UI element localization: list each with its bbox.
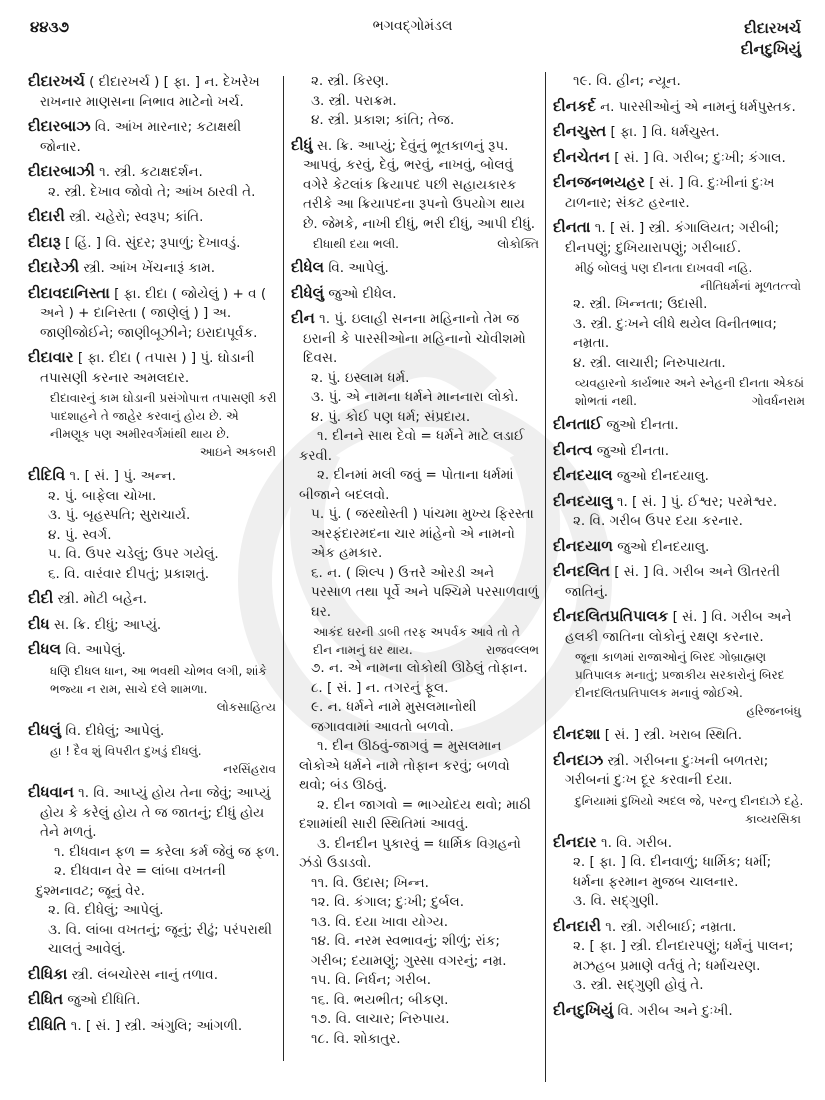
definition-text: જુઓ દીધિતિ. [67, 992, 141, 1008]
definition-text: ૬. ન. ( શિલ્પ ) ઉત્તરે ઓરડી અને પરસાળ તથા પૂર્વે અને પશ્ચિમે પરસાળવાળું ઘર. [311, 564, 539, 620]
definition-text: જુઓ દીધેલ. [328, 285, 397, 302]
entry-sense [36, 183, 280, 203]
quote-source: લોકોક્તિ [497, 237, 539, 251]
entry-sense [561, 892, 805, 912]
column-right [553, 72, 805, 1021]
definition-text: ૧. વિ. ગરીબ. [600, 834, 673, 851]
definition-text: જુઓ દીનદયાલુ. [617, 538, 710, 555]
dictionary-entry [553, 562, 805, 602]
dictionary-entry [553, 415, 805, 436]
headword: દીધિત [28, 990, 64, 1008]
definition-text: ૧. દીધવાન ફળ = કરેલા કર્મ જેવું જ ફળ. [54, 843, 280, 860]
definition-text: [ સં. ] વિ. ગરીબ; દુઃખી; કંગાલ. [614, 149, 786, 166]
page-number: ૪૪૩૭ [30, 18, 70, 36]
entry-sense [36, 487, 280, 507]
definition-text: ૧૬. વિ. ભયભીત; બીકણ. [311, 991, 449, 1008]
headword: દીધિતિ [28, 1015, 67, 1034]
definition-text: ૨. સ્ત્રી. ખિન્નતા; ઉદાસી. [573, 296, 708, 312]
dictionary-entry [553, 751, 805, 791]
definition-text: ૨. વિ. દીધેલું; આપેલું. [48, 902, 164, 918]
entry-sense [299, 505, 539, 564]
headword: દીધવાન [28, 783, 74, 801]
example-quote [553, 259, 805, 277]
entry-sense [561, 512, 805, 532]
entry-sense [561, 976, 805, 996]
entry-sense [299, 408, 539, 428]
definition-text: ૨. સ્ત્રી. કિરણ. [311, 73, 389, 89]
dictionary-entry [291, 284, 539, 305]
entry-sense [299, 991, 539, 1011]
definition-text: ૧૫. વિ. નિર્ધન; ગરીબ. [311, 972, 432, 988]
column-left [28, 72, 280, 1036]
entry-sense [36, 921, 280, 960]
headword: દીનદયાળ [553, 536, 613, 555]
headword: દીધિકા [28, 964, 68, 983]
definition-text: ૧. પું. ઇલાહી સનના મહિનાનો તેમ જ ઇરાની કે પારસીઓના મહિનાનો ચોવીશમો દિવસ. [303, 311, 526, 366]
headword: દીદારબાઝી [28, 162, 95, 180]
definition-text: [ સં. ] વિ. ગરીબ અને ઊતરતી જાતિનું. [565, 564, 781, 600]
entry-sense [299, 893, 539, 913]
dictionary-entry [28, 615, 280, 636]
headword: દીધલ [28, 640, 62, 658]
definition-text: ૧. સ્ત્રી. કટાક્ષદર્શન. [99, 164, 203, 180]
dictionary-entry [28, 117, 280, 157]
entry-sense [299, 92, 539, 112]
definition-text: ૧૪. વિ. નરમ સ્વભાવનું; શીળું; રાંક; ગરીબ; દયામણું; ગુસ્સા વગરનું; નમ્ર. [311, 933, 507, 969]
quote-source: ગોવર્ધનરામ [752, 394, 805, 408]
headword: દીદારી [28, 207, 65, 225]
definition-text: ૯. ન. ધર્મને નામે મુસલમાનોથી જગાવવામાં આવતો બળવો. [311, 699, 477, 735]
definition-text: સ્ત્રી. ચહેરો; સ્વરૂપ; કાંતિ. [69, 209, 204, 225]
dictionary-entry [28, 348, 280, 388]
definition-text: ૩. સ્ત્રી. સદ્ગુણી હોવું તે. [573, 977, 704, 993]
definition-text: સ. ક્રિ. આપ્યું; દેવુંનું ભૂતકાળનું રૂપ. આપવું, કરવું, દેવું, ભરવું, નાખવું, બોલવું વગેરે કેટલાંક ક્રિયાપદ પછી સહાયકારક તરીકે આ ક્રિયાપદના રૂપનો ઉપયોગ થાય છે. જેમકે, નાખી દીધું, ભરી દીધું, આપી દીધું. [303, 137, 536, 232]
dictionary-entry [553, 833, 805, 854]
definition-text: ૨. દીધવાન વેર = લાંબા વખતની દુશ્મનાવટ; જૂનું વેર. [36, 863, 226, 899]
column-divider [283, 76, 284, 1061]
headword: દીનતા [553, 218, 591, 236]
entry-sense [36, 545, 280, 565]
dictionary-entry [291, 136, 539, 235]
headword: દીધલું [28, 720, 62, 739]
definition-text: ૧૮. વિ. શોકાતુર. [311, 1030, 401, 1047]
dictionary-entry [553, 607, 805, 647]
definition-text: ૧. [ સં. ] સ્ત્રી. કંગાલિયત; ગરીબી; દીનપણું; દુખિયારાપણું; ગરીબાઈ. [565, 220, 780, 256]
entry-sense [36, 901, 280, 921]
entry-sense [36, 506, 280, 526]
headword: દીનદશા [553, 725, 601, 743]
dictionary-entry [28, 640, 280, 661]
entry-sense [561, 295, 805, 315]
book-title: ભગવદ્ગોમંડલ [372, 18, 453, 34]
definition-text: ૨. દીનમાં મલી જવું = પોતાના ધર્મમાં બીજાને બદલવો. [299, 467, 514, 503]
headword: દીધેલ [291, 258, 325, 276]
definition-text: ૩. પું. એ નામના ધર્મને માનનારા લોકો. [311, 389, 519, 405]
entry-sense [36, 565, 280, 585]
example-quote [553, 648, 805, 702]
entry-sense [299, 1030, 539, 1050]
definition-text: ૩. સ્ત્રી. પરાક્રમ. [311, 92, 397, 109]
example-quote [28, 389, 280, 443]
definition-text: [ હિં. ] વિ. સુંદર; રૂપાળું; દેખાવડું. [65, 234, 241, 251]
idiom-sense [28, 862, 280, 901]
guide-word-last: દીનદુખિયું [740, 40, 801, 58]
entry-sense [299, 369, 539, 389]
definition-text: ૨. સ્ત્રી. દેખાવ જોવો તે; આંખ ઠારવી તે. [48, 183, 256, 200]
definition-text: ૨. પું. બાફેલા ચોખા. [48, 487, 157, 504]
headword: દીનદયાલુ [553, 491, 613, 510]
dictionary-entry [553, 218, 805, 258]
definition-text: [ સં. ] સ્ત્રી. ખરાબ સ્થિતિ. [604, 727, 743, 743]
definition-text: ૨. [ ફા. ] વિ. દીનવાળું; ધાર્મિક; ધર્મી; ધર્મના ફરમાન મુજબ ચાલનાર. [573, 854, 772, 890]
source-name: કાવ્યરસિકા [745, 811, 801, 826]
headword: દીનદયાલ [553, 466, 613, 484]
headword: દીદિવિ [28, 466, 66, 484]
entry-sense [36, 526, 280, 546]
example-quote [291, 623, 539, 659]
dictionary-entry [553, 466, 805, 487]
dictionary-entry [28, 284, 280, 344]
definition-text: [ ફા. દીદા ( જોયેલું ) + વ ( અને ) + દાનિસ્તા ( જાણેલું ) ] અ. જાણીજોઈને; જાણીબૂઝીને; ઇરાદાપૂર્વક. [40, 285, 267, 341]
dictionary-entry [553, 1001, 805, 1022]
definition-text: વિ. આપેલું. [65, 642, 126, 658]
column-divider [545, 72, 546, 1082]
guide-word-first: દીદારખર્ચ [744, 19, 801, 37]
headword: દીદારૂ [28, 232, 61, 251]
definition-text: સ્ત્રી. લંબચોરસ નાનું તળાવ. [71, 966, 219, 983]
definition-text: ૫. વિ. ઉપર ચડેલું; ઉપર ગયેલું. [48, 546, 219, 562]
definition-text: [ સં. ] વિ. ગરીબ અને હલકી જાતિના લોકોનું રક્ષણ કરનાર. [565, 609, 792, 645]
guide-words [741, 18, 801, 60]
definition-text: આકંદ ઘરની ડાબી તરફ અપર્વક આવે તો તે દીન નામનું ઘર થાય. [313, 625, 520, 657]
definition-text: ૪. પું. સ્વર્ગ. [48, 526, 112, 543]
dictionary-entry [553, 725, 805, 746]
definition-text: વિ. દીધેલું; આપેલું. [65, 722, 165, 739]
headword: દીનદલિત [553, 562, 610, 580]
definition-text: ૭. ન. એ નામના લોકોથી ઊઠેલું તોફાન. [311, 660, 528, 676]
definition-text: જુઓ દીનતા. [606, 417, 679, 433]
definition-text: હા ! દૈવ શું વિપરીત દુખડું દીધલું. [50, 744, 202, 758]
headword: દીનકર્દ [553, 96, 596, 115]
entry-sense [561, 937, 805, 976]
idiom-sense [291, 796, 539, 835]
headword: દીદારેઝી [28, 258, 80, 276]
idiom-sense [291, 427, 539, 466]
dictionary-entry [553, 173, 805, 213]
source-name: હરિજનબંધુ [746, 704, 801, 718]
definition-text: ( દીદારખર્ચ ) [ ફા. ] ન. દેખરેખ રાખનાર માણસના નિભાવ માટેનો ખર્ચ. [40, 74, 260, 110]
entry-sense [299, 111, 539, 131]
headword: દીનદારી [553, 916, 601, 935]
entry-sense [299, 971, 539, 991]
headword: દીનતાઈ [553, 415, 603, 433]
dictionary-entry [28, 721, 280, 742]
dictionary-entry [553, 148, 805, 169]
idiom-sense [291, 835, 539, 874]
dictionary-entry [28, 233, 280, 254]
headword: દીનજનભયહર [553, 173, 645, 191]
dictionary-entry [28, 466, 280, 487]
definition-text: દીદાવારનું કામ ઘોડાની પ્રસંગોપાત્ત તપાસણી કરી પાદશાહને તે જાહેર કરવાનું હોય છે. એ નીમણૂક પણ અમીરવર્ગમાંથી થાય છે. [50, 391, 277, 441]
headword: દીનદાર [553, 832, 597, 851]
definition-text: ૩. વિ. લાંબા વખતનું; જૂનું; રીઢું; પરંપરાથી ચાલતું આવેલું. [48, 921, 272, 957]
definition-text: [ ફા. ] વિ. ધર્મચુસ્ત. [610, 124, 720, 140]
entry-sense [299, 698, 539, 737]
idiom-sense [291, 466, 539, 505]
dictionary-entry [553, 492, 805, 513]
definition-text: ૩. વિ. સદ્ગુણી. [573, 893, 659, 909]
dictionary-entry [28, 783, 280, 843]
dictionary-entry [28, 965, 280, 986]
definition-text: દુનિયામાં દુખિયો અદલ જે, પરન્તુ દીનદાઝે દહે. [575, 793, 804, 808]
definition-text: વિ. આંખ મારનાર; કટાક્ષથી જોનાર. [40, 119, 242, 155]
dictionary-entry [291, 258, 539, 279]
source-name: નરસિંહરાવ [223, 762, 276, 776]
example-quote [553, 792, 805, 810]
definition-text: ૪. પું. કોઈ પણ ધર્મ; સંપ્રદાય. [311, 408, 471, 425]
dictionary-entry [28, 162, 280, 183]
example-quote [28, 662, 280, 698]
definition-text: ૧૭. વિ. લાચાર; નિરુપાય. [311, 1011, 450, 1027]
headword: દીદી [28, 589, 54, 607]
definition-text: [ સં. ] વિ. દુઃખીનાં દુઃખ ટાળનાર; સંકટ હરનાર. [565, 175, 775, 211]
dictionary-entry [28, 589, 280, 610]
definition-text: ૧. સ્ત્રી. ગરીબાઈ; નમ્રતા. [605, 918, 737, 935]
headword: દીધું [291, 135, 313, 154]
entry-sense [299, 913, 539, 933]
definition-text: ૧. [ સં. ] પું. અન્ન. [69, 468, 177, 484]
headword: દીન [291, 309, 315, 327]
definition-text: ૧૧. વિ. ઉદાસ; ખિન્ન. [311, 874, 429, 891]
headword: દીદાવદાનિસ્તા [28, 283, 110, 302]
definition-text: ૨. પું. ઇસ્લામ ધર્મ. [311, 369, 410, 386]
example-quote [28, 742, 280, 760]
quote-source [553, 277, 805, 295]
entry-sense [299, 72, 539, 92]
dictionary-entry [553, 917, 805, 938]
definition-text: ૬. વિ. વારંવાર દીપતું; પ્રકાશતું. [48, 565, 210, 582]
definition-text: ૨. દીન જાગવો = ભાગ્યોદય થવો; માઠી દશામાંથી સારી સ્થિતિમાં આવવું. [299, 796, 531, 832]
quote-source: રાજવલ્લભ [486, 643, 539, 657]
quote-source [28, 698, 280, 716]
definition-text: જુઓ દીનતા. [596, 442, 670, 459]
definition-text: વ્યવહારનો કાર્યભાર અને સ્નેહની દીનતા એકઠાં શોભતાં નથી. [575, 376, 805, 408]
definition-text: સ્ત્રી. ગરીબના દુઃખની બળતરા; ગરીબનાં દુઃખ દૂર કરવાની દયા. [565, 752, 769, 788]
quote-source [28, 760, 280, 778]
definition-text: ૨. [ ફા. ] સ્ત્રી. દીનદારપણું; ધર્મનું પાલન; મઝહબ પ્રમાણે વર્તવું તે; ધર્માચરણ. [573, 938, 794, 974]
headword: દીનદુખિયું [553, 1000, 614, 1019]
example-quote [291, 235, 539, 253]
definition-text: ૩. દીનદીન પુકારવું = ધાર્મિક વિગ્રહનો ઝંડો ઉડાડવો. [299, 835, 521, 871]
dictionary-entry [553, 441, 805, 462]
idiom-sense [28, 843, 280, 863]
entry-sense [299, 874, 539, 894]
entry-sense [299, 564, 539, 623]
quote-source [553, 702, 805, 720]
headword: દીધ [28, 614, 50, 633]
definition-text: ૩. સ્ત્રી. દુઃખને લીધે થયેલ વિનીતભાવ; નમ્રતા. [573, 315, 777, 351]
headword: દીધેલું [291, 283, 325, 302]
headword: દીનદલિતપ્રતિપાલક [553, 607, 669, 625]
dictionary-entry [553, 97, 805, 118]
headword: દીદાવાર [28, 348, 74, 366]
headword: દીનચેતન [553, 147, 610, 166]
dictionary-entry [291, 309, 539, 369]
definition-text: મીઠું બોલવું પણ દીનતા દાખવવી નહિ. [575, 261, 753, 275]
source-name: આઇને અકબરી [199, 445, 276, 459]
entry-sense [561, 72, 805, 92]
entry-sense [299, 659, 539, 679]
dictionary-entry [553, 122, 805, 143]
entry-sense [561, 315, 805, 354]
definition-text: ૧. દીનને સાથ દેવો = ધર્મને માટે લડાઈ કરવી. [299, 428, 525, 464]
definition-text: ૧. દીન ઊઠવું-જાગવું = મુસલમાન લોકોએ ધર્મને નામે તોફાન કરવું; બળવો થવો; બંડ ઊઠવું. [299, 738, 510, 793]
headword: દીદારબાઝ [28, 117, 91, 135]
headword: દીનદાઝ [553, 750, 604, 769]
definition-text: ૫. પું. ( જરથોસ્તી ) પાંચમા મુખ્ય ફિરસ્તા અરફંદારમદના ચાર માંહેનો એ નામનો એક હમકાર. [311, 506, 534, 561]
definition-text: જૂના કાળમાં રાજાઓનું બિરદ ગોબ્રાહ્મણ પ્રતિપાલક મનાતું; પ્રજાકીય સરકારોનું બિરદ દીનદલિતપ્રતિપાલક મનાવું જોઈએ. [575, 650, 785, 700]
definition-text: ૧૨. વિ. કંગાલ; દુઃખી; દુર્બલ. [311, 894, 465, 910]
example-quote [553, 374, 805, 410]
dictionary-entry [28, 990, 280, 1011]
headword: દીનત્વ [553, 440, 593, 459]
definition-text: ૪. સ્ત્રી. લાચારી; નિરુપાયતા. [573, 354, 726, 371]
definition-text: સ. ક્રિ. દીધું; આપ્યું. [53, 616, 162, 633]
definition-text: ૧. વિ. આપ્યું હોય તેના જેવું; આપ્યું હોય કે કરેલું હોય તે જ જાતનું; દીધું હોય તેને મળતું. [40, 785, 271, 840]
entry-sense [561, 354, 805, 374]
definition-text: સ્ત્રી. મોટી બહેન. [57, 591, 148, 607]
entry-sense [299, 932, 539, 971]
quote-source [553, 810, 805, 828]
headword: દીદારખર્ચ [28, 72, 85, 90]
entry-sense [561, 853, 805, 892]
definition-text: ૧૯. વિ. હીન; ન્યૂન. [573, 73, 681, 89]
column-middle [291, 72, 539, 1049]
source-name: નીતિધર્મનાં મૂળતત્ત્વો [700, 279, 801, 293]
definition-text: જુઓ દીનદયાલુ. [616, 468, 709, 484]
definition-text: ૩. પું. બૃહસ્પતિ; સુરાચાર્ય. [48, 507, 191, 523]
headword: દીનચુસ્ત [553, 122, 607, 140]
definition-text: ૧. [ સં. ] પું. ઈશ્વર; પરમેશ્વર. [616, 493, 778, 510]
dictionary-entry [28, 1016, 280, 1037]
definition-text: ન. પારસીઓનું એ નામનું ધર્મપુસ્તક. [600, 98, 796, 115]
definition-text: ૮. [ સં. ] ન. તગરનું ફૂલ. [311, 679, 449, 696]
definition-text: વિ. ગરીબ અને દુઃખી. [617, 1002, 733, 1019]
source-name: લોકસાહિત્ય [216, 699, 276, 714]
dictionary-entry [28, 207, 280, 228]
definition-text: સ્ત્રી. આંખ ખેંચનારૂં કામ. [83, 260, 216, 276]
definition-text: દીધાથી દયા ભલી. [313, 237, 399, 251]
definition-text: વિ. આપેલું. [328, 260, 389, 276]
quote-source [28, 443, 280, 461]
entry-sense [299, 679, 539, 699]
definition-text: ૨. વિ. ગરીબ ઉપર દયા કરનાર. [573, 513, 743, 529]
definition-text: ૪. સ્ત્રી. પ્રકાશ; કાંતિ; તેજ. [311, 112, 455, 128]
dictionary-entry [28, 72, 280, 112]
entry-sense [299, 1010, 539, 1030]
definition-text: ૧. [ સં. ] સ્ત્રી. અંગુલિ; આંગળી. [70, 1017, 243, 1034]
definition-text: ધણિ દીધલ ધાન, આ ભવથી ચોભવ લગી, શાંકે ભજ્યા ન રામ, સાચે દલે શામળા. [50, 663, 267, 696]
definition-text: ૧૩. વિ. દયા ખાવા યોગ્ય. [311, 913, 449, 930]
definition-text: [ ફા. દીદા ( તપાસ ) ] પું. ઘોડાની તપાસણી કરનાર અમલદાર. [40, 350, 255, 386]
idiom-sense [291, 737, 539, 796]
dictionary-entry [553, 537, 805, 558]
dictionary-entry [28, 258, 280, 279]
entry-sense [299, 388, 539, 408]
